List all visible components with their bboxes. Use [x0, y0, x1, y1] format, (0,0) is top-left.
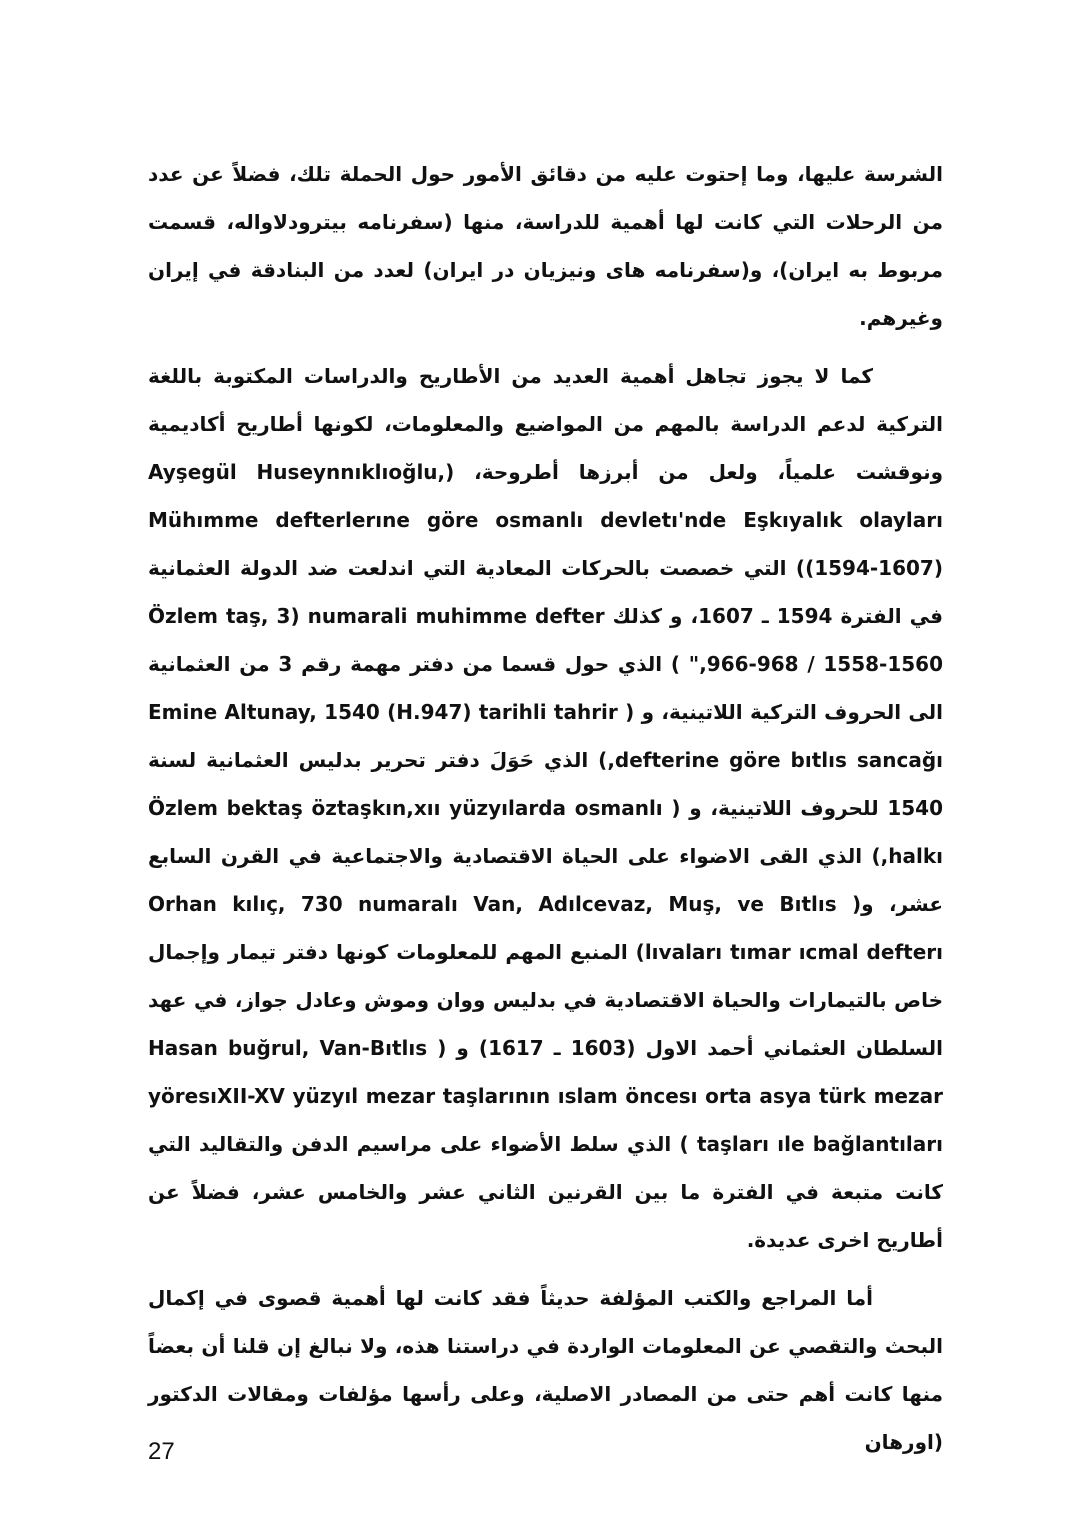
page-number: 27: [148, 1438, 175, 1465]
paragraph-sources-travels: الشرسة عليها، وما إحتوت عليه من دقائق الأمور حول الحملة تلك، فضلاً عن عدد من الرحلات التي كانت لها أهمية للدراسة، منها (سفرنامه بيترودلاواله، قسمت مربوط به ايران)، و(سفرنامه هاى ونيزيان در ايران) لعدد من البنادقة في إيران وغيرهم.: [148, 162, 943, 330]
paragraph-modern-references: أما المراجع والكتب المؤلفة حديثاً فقد كانت لها أهمية قصوى في إكمال البحث والتقصي عن المعلومات الواردة في دراستنا هذه، ولا نبالغ إن قلنا أن بعضاً منها كانت أهم حتى من المصادر الاصلية، وعلى رأسها مؤلفات ومقالات الدكتور (اورهان: [148, 1286, 943, 1454]
document-body: [148, 150, 943, 1476]
paragraph-turkish-theses: كما لا يجوز تجاهل أهمية العديد من الأطاريح والدراسات المكتوبة باللغة التركية لدعم الدراسة بالمهم من المواضيع والمعلومات، لكونها أطاريح أكاديمية ونوقشت علمياً، ولعل من أبرزها أطروحة، (Ayşegül Huseynnıklıoğlu, Mühımme defterlerıne göre osmanlı devletı'nde Eşkıyalık olayları (1594-1607)) التي خصصت بالحركات المعادية التي اندلعت ضد الدولة العثمانية في الفترة 1594 ـ 1607، و كذلك Özlem taş, 3) numarali muhimme defter 966-968 / 1558-1560," ) الذي حول قسما من دفتر مهمة رقم 3 من العثمانية الى الحروف التركية اللاتينية، و ( Emine Altunay, 1540 (H.947) tarihli tahrir defterine göre bıtlıs sancağı,) الذي حَوَلَ دفتر تحرير بدليس العثمانية لسنة 1540 للحروف اللاتينية، و ( Özlem bektaş öztaşkın,xıı yüzyılarda osmanlı halkı,) الذي القى الاضواء على الحياة الاقتصادية والاجتماعية في القرن السابع عشر، و( Orhan kılıç, 730 numaralı Van, Adılcevaz, Muş, ve Bıtlıs lıvaları tımar ıcmal defterı) المنبع المهم للمعلومات كونها دفتر تيمار وإجمال خاص بالتيمارات والحياة الاقتصادية في بدليس ووان وموش وعادل جواز، في عهد السلطان العثماني أحمد الاول (1603 ـ 1617) و ( Hasan buğrul, Van-Bıtlıs yöresıXII-XV yüzyıl mezar taşlarının ıslam öncesı orta asya türk mezar taşları ıle bağlantıları ) الذي سلط الأضواء على مراسيم الدفن والتقاليد التي كانت متبعة في الفترة ما بين القرنين الثاني عشر والخامس عشر، فضلاً عن أطاريح اخرى عديدة.: [148, 364, 944, 1252]
